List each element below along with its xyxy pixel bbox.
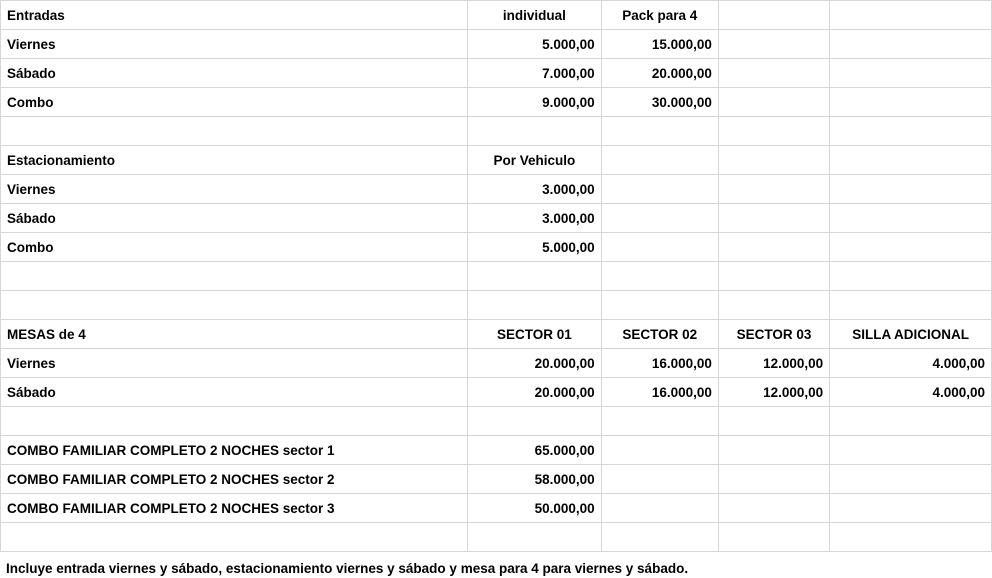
cell-0-2[interactable]: Pack para 4 [601,1,718,30]
cell-18-4[interactable] [830,523,992,552]
cell-13-4[interactable]: 4.000,00 [830,378,992,407]
cell-9-2[interactable] [601,262,718,291]
cell-4-1[interactable] [468,117,601,146]
cell-5-3[interactable] [718,146,829,175]
cell-18-0[interactable] [1,523,468,552]
spacer-row-3 [1,291,992,320]
cell-17-0[interactable]: COMBO FAMILIAR COMPLETO 2 NOCHES sector 3 [1,494,468,523]
cell-5-4[interactable] [830,146,992,175]
cell-10-1[interactable] [468,291,601,320]
cell-9-4[interactable] [830,262,992,291]
cell-12-3[interactable]: 12.000,00 [718,349,829,378]
entradas-sabado [1,59,992,88]
cell-2-3[interactable] [718,59,829,88]
cell-4-4[interactable] [830,117,992,146]
cell-18-3[interactable] [718,523,829,552]
cell-16-0[interactable]: COMBO FAMILIAR COMPLETO 2 NOCHES sector 2 [1,465,468,494]
cell-10-3[interactable] [718,291,829,320]
cell-16-3[interactable] [718,465,829,494]
mesas-viernes [1,349,992,378]
cell-14-4[interactable] [830,407,992,436]
cell-18-1[interactable] [468,523,601,552]
cell-4-3[interactable] [718,117,829,146]
cell-6-3[interactable] [718,175,829,204]
cell-6-4[interactable] [830,175,992,204]
mesas-sabado [1,378,992,407]
cell-2-1[interactable]: 7.000,00 [468,59,601,88]
cell-2-0[interactable]: Sábado [1,59,468,88]
cell-8-2[interactable] [601,233,718,262]
cell-13-3[interactable]: 12.000,00 [718,378,829,407]
estacionamiento-viernes [1,175,992,204]
cell-18-2[interactable] [601,523,718,552]
cell-11-0[interactable]: MESAS de 4 [1,320,468,349]
header-entradas [1,1,992,30]
spacer-row-5 [1,523,992,552]
cell-1-0[interactable]: Viernes [1,30,468,59]
cell-8-0[interactable]: Combo [1,233,468,262]
cell-5-1[interactable]: Por Vehiculo [468,146,601,175]
cell-13-2[interactable]: 16.000,00 [601,378,718,407]
cell-13-1[interactable]: 20.000,00 [468,378,601,407]
cell-17-1[interactable]: 50.000,00 [468,494,601,523]
cell-7-2[interactable] [601,204,718,233]
header-estacionamiento [1,146,992,175]
combo-familiar-sector-3 [1,494,992,523]
cell-14-3[interactable] [718,407,829,436]
spacer-row-4 [1,407,992,436]
cell-15-2[interactable] [601,436,718,465]
cell-3-0[interactable]: Combo [1,88,468,117]
cell-10-0[interactable] [1,291,468,320]
cell-14-0[interactable] [1,407,468,436]
combo-familiar-sector-1 [1,436,992,465]
cell-15-0[interactable]: COMBO FAMILIAR COMPLETO 2 NOCHES sector 1 [1,436,468,465]
footer-note-wrapper [0,552,992,578]
cell-7-4[interactable] [830,204,992,233]
cell-1-4[interactable] [830,30,992,59]
cell-6-2[interactable] [601,175,718,204]
cell-11-3[interactable]: SECTOR 03 [718,320,829,349]
cell-16-4[interactable] [830,465,992,494]
cell-16-2[interactable] [601,465,718,494]
cell-1-1[interactable]: 5.000,00 [468,30,601,59]
cell-3-1[interactable]: 9.000,00 [468,88,601,117]
cell-3-4[interactable] [830,88,992,117]
cell-0-0[interactable]: Entradas [1,1,468,30]
cell-7-1[interactable]: 3.000,00 [468,204,601,233]
cell-1-3[interactable] [718,30,829,59]
spacer-row-1 [1,117,992,146]
cell-12-4[interactable]: 4.000,00 [830,349,992,378]
header-mesas [1,320,992,349]
cell-1-2[interactable]: 15.000,00 [601,30,718,59]
cell-15-4[interactable] [830,436,992,465]
cell-3-3[interactable] [718,88,829,117]
cell-9-1[interactable] [468,262,601,291]
cell-12-1[interactable]: 20.000,00 [468,349,601,378]
cell-2-4[interactable] [830,59,992,88]
cell-11-2[interactable]: SECTOR 02 [601,320,718,349]
cell-11-1[interactable]: SECTOR 01 [468,320,601,349]
cell-10-2[interactable] [601,291,718,320]
cell-8-1[interactable]: 5.000,00 [468,233,601,262]
cell-11-4[interactable]: SILLA ADICIONAL [830,320,992,349]
cell-6-0[interactable]: Viernes [1,175,468,204]
cell-17-3[interactable] [718,494,829,523]
cell-16-1[interactable]: 58.000,00 [468,465,601,494]
estacionamiento-combo [1,233,992,262]
cell-15-1[interactable]: 65.000,00 [468,436,601,465]
cell-5-2[interactable] [601,146,718,175]
cell-17-4[interactable] [830,494,992,523]
cell-12-0[interactable]: Viernes [1,349,468,378]
cell-4-0[interactable] [1,117,468,146]
entradas-combo [1,88,992,117]
cell-12-2[interactable]: 16.000,00 [601,349,718,378]
cell-15-3[interactable] [718,436,829,465]
cell-13-0[interactable]: Sábado [1,378,468,407]
combo-familiar-sector-2 [1,465,992,494]
cell-2-2[interactable]: 20.000,00 [601,59,718,88]
spacer-row-2 [1,262,992,291]
cell-10-4[interactable] [830,291,992,320]
price-sheet-body [1,1,992,552]
cell-14-1[interactable] [468,407,601,436]
cell-6-1[interactable]: 3.000,00 [468,175,601,204]
cell-9-0[interactable] [1,262,468,291]
cell-8-4[interactable] [830,233,992,262]
entradas-viernes [1,30,992,59]
footer-note: Incluye entrada viernes y sábado, estacionamiento viernes y sábado y mesa para 4 para viernes y sábado. [6,561,689,576]
cell-14-2[interactable] [601,407,718,436]
cell-9-3[interactable] [718,262,829,291]
cell-7-3[interactable] [718,204,829,233]
cell-17-2[interactable] [601,494,718,523]
cell-0-3[interactable] [718,1,829,30]
estacionamiento-sabado [1,204,992,233]
cell-4-2[interactable] [601,117,718,146]
cell-8-3[interactable] [718,233,829,262]
cell-3-2[interactable]: 30.000,00 [601,88,718,117]
cell-5-0[interactable]: Estacionamiento [1,146,468,175]
cell-0-4[interactable] [830,1,992,30]
cell-0-1[interactable]: individual [468,1,601,30]
cell-7-0[interactable]: Sábado [1,204,468,233]
